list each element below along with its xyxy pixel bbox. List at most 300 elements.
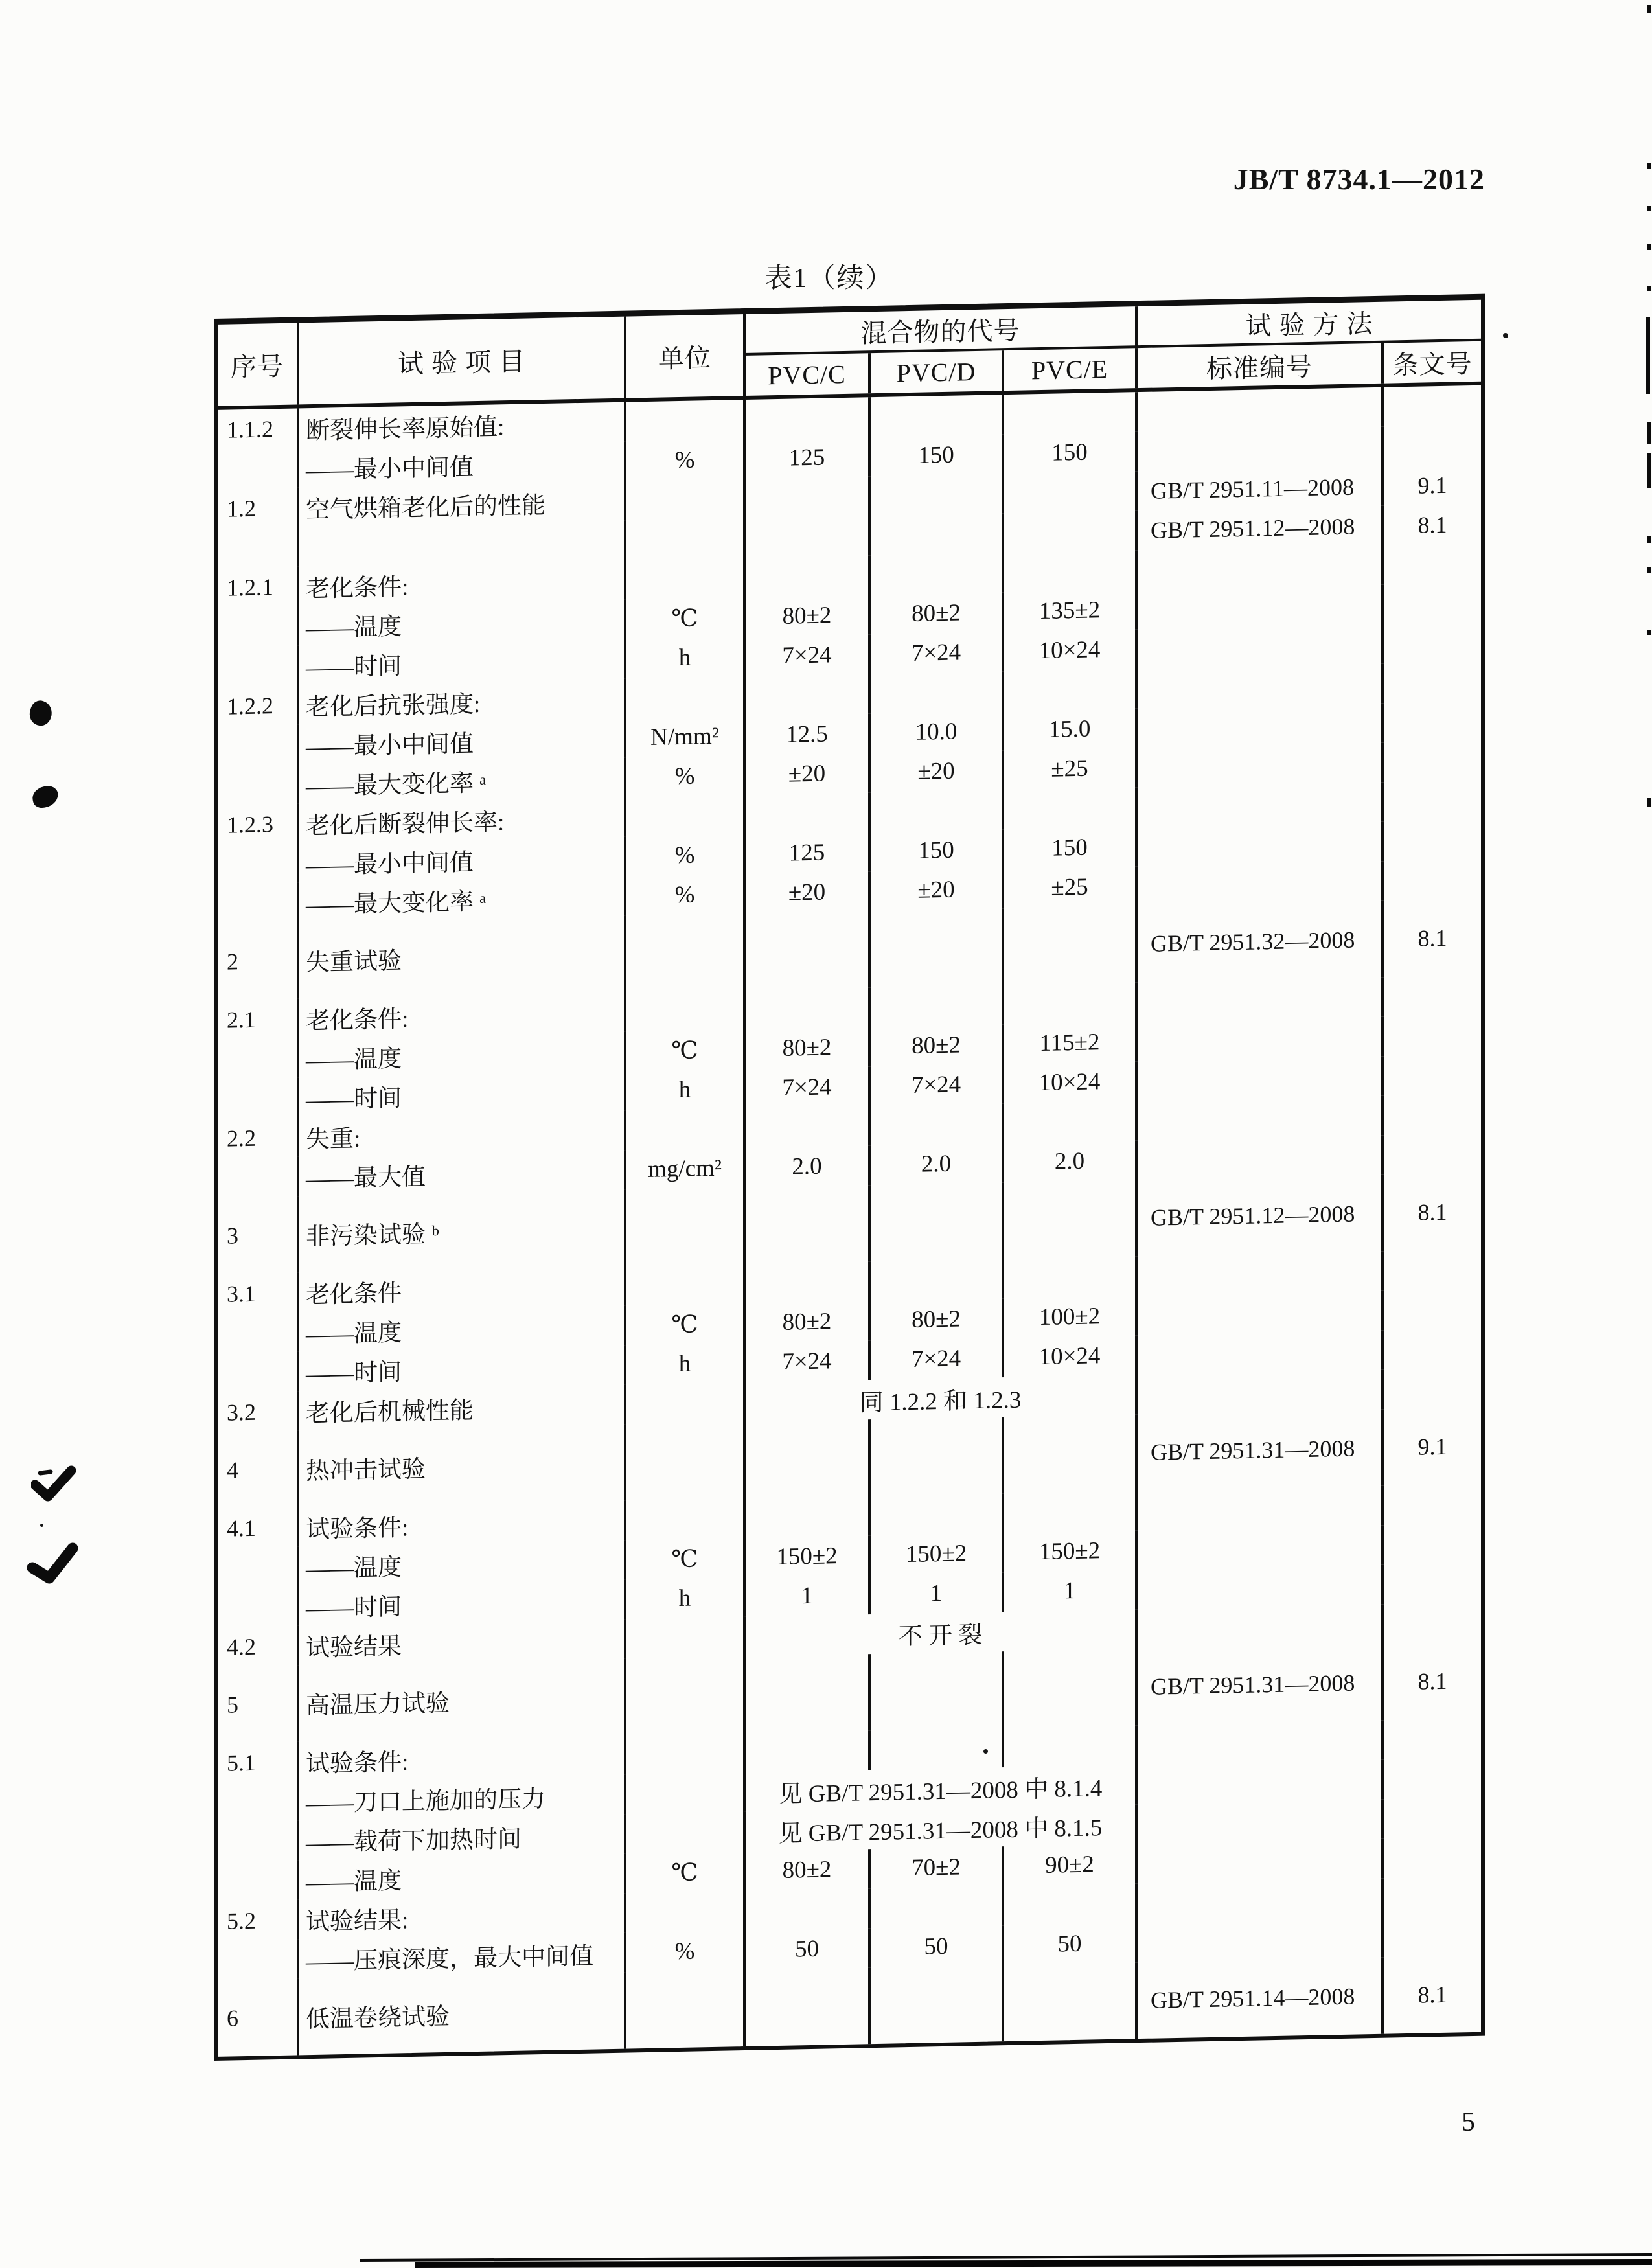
cell-clause-number <box>1381 1094 1481 1136</box>
cell-standard-number <box>1135 978 1381 1022</box>
cell-serial-number: 2.1 <box>227 1006 256 1033</box>
cell-serial-number <box>218 448 297 488</box>
cell-pvc-e-value <box>1002 550 1135 592</box>
cell-pvc-d-value <box>868 1259 1002 1301</box>
cell-pvc-e-value <box>1002 1256 1135 1298</box>
cell-pvc-c-value: 50 <box>743 1928 868 1970</box>
cell-merged-value: 不 开 裂 <box>743 1609 1135 1656</box>
cell-clause-number <box>1381 1368 1481 1410</box>
cell-clause-number <box>1381 1837 1481 1879</box>
cell-pvc-d-value: 2.0 <box>868 1143 1002 1185</box>
cell-pvc-c-value: 2.0 <box>743 1145 868 1187</box>
cell-serial-number <box>218 1546 297 1587</box>
header-col-pvc-d: PVC/D <box>868 350 1002 393</box>
document-number: JB/T 8734.1—2012 <box>1233 163 1485 196</box>
cell-standard-number <box>1135 783 1381 827</box>
cell-clause-number <box>1381 1250 1481 1291</box>
cell-pvc-c-value <box>743 1261 868 1303</box>
cell-test-item: ——时间 <box>297 1071 624 1117</box>
cell-unit: h <box>624 637 743 679</box>
cell-pvc-e-value: 50 <box>1002 1923 1135 1965</box>
cell-test-item: 老化后断裂伸长率: <box>297 797 624 843</box>
header-group-test-method: 试 验 方 法 <box>1135 300 1481 348</box>
cell-merged-value: 见 GB/T 2951.31—2008 中 8.1.5 <box>743 1804 1135 1851</box>
cell-pvc-c-value <box>743 911 868 990</box>
cell-pvc-d-value: 80±2 <box>868 1024 1002 1066</box>
cell-unit <box>624 1733 743 1775</box>
cell-standard-number: GB/T 2951.11—2008 <box>1135 466 1381 510</box>
cell-clause-number <box>1381 1484 1481 1526</box>
cell-pvc-d-value: 7×24 <box>868 632 1002 674</box>
cell-pvc-e-value: ±25 <box>1002 866 1135 908</box>
header-col-pvc-c: PVC/C <box>743 353 868 396</box>
cell-serial-number: 1.2.1 <box>227 573 273 601</box>
cell-standard-number <box>1135 1605 1381 1649</box>
cell-unit: ℃ <box>624 1303 743 1346</box>
cell-clause-number: 8.1 <box>1381 1173 1481 1252</box>
cell-clause-number: 9.1 <box>1381 464 1481 506</box>
cell-serial-number: 1.1.2 <box>227 415 273 443</box>
scan-edge-speck <box>1647 798 1651 807</box>
cell-serial-number: 2.2 <box>227 1125 256 1152</box>
scan-edge-speck <box>1647 206 1651 211</box>
cell-test-item: ——最小中间值 <box>297 837 624 883</box>
cell-pvc-c-value: 80±2 <box>743 1027 868 1069</box>
cell-standard-number <box>1135 1136 1381 1180</box>
cell-pvc-c-value: 80±2 <box>743 595 868 637</box>
cell-serial-number: 5 <box>227 1691 238 1718</box>
cell-test-item: ——温度 <box>297 1854 624 1900</box>
cell-pvc-e-value: 15.0 <box>1002 708 1135 750</box>
cell-clause-number <box>1381 544 1481 585</box>
cell-unit <box>624 1187 743 1266</box>
cell-pvc-d-value <box>868 1965 1002 2044</box>
cell-serial-number <box>218 1860 297 1901</box>
cell-serial-number <box>218 1781 297 1822</box>
cell-pvc-d-value <box>868 1182 1002 1261</box>
ink-check-mark-shape <box>31 1463 80 1503</box>
cell-test-item: 老化条件: <box>297 992 624 1038</box>
cell-pvc-d-value: 150±2 <box>868 1533 1002 1575</box>
cell-pvc-d-value: 150 <box>868 434 1002 476</box>
cell-serial-number <box>218 1156 297 1197</box>
cell-clause-number <box>1381 1916 1481 1958</box>
cell-pvc-e-value: 150 <box>1002 827 1135 869</box>
cell-test-item: ——最大值 <box>297 1151 624 1197</box>
cell-serial-number <box>218 843 297 884</box>
cell-pvc-d-value <box>868 474 1002 516</box>
cell-unit <box>624 795 743 837</box>
header-col-standard-number: 标准编号 <box>1135 343 1381 388</box>
cell-clause-number <box>1381 781 1481 822</box>
cell-standard-number <box>1135 1331 1381 1375</box>
cell-test-item: 试验条件: <box>297 1735 624 1781</box>
cell-serial-number: 3.2 <box>227 1399 256 1426</box>
cell-standard-number <box>1135 1918 1381 1962</box>
cell-pvc-e-value <box>1002 1414 1135 1493</box>
cell-pvc-d-value <box>868 1493 1002 1535</box>
cell-clause-number <box>1381 425 1481 466</box>
cell-standard-number <box>1135 1879 1381 1923</box>
cell-standard-number <box>1135 624 1381 669</box>
cell-pvc-e-value: 10×24 <box>1002 1335 1135 1377</box>
cell-pvc-e-value <box>1002 510 1135 553</box>
cell-pvc-e-value <box>1002 1101 1135 1143</box>
cell-pvc-c-value <box>743 476 868 518</box>
scan-edge-speck <box>1647 536 1651 543</box>
cell-standard-number: GB/T 2951.14—2008 <box>1135 1958 1381 2039</box>
cell-serial-number: 3.1 <box>227 1280 256 1307</box>
cell-pvc-d-value: 1 <box>868 1572 1002 1614</box>
cell-unit: N/mm² <box>624 716 743 758</box>
cell-pvc-c-value: ±20 <box>743 871 868 913</box>
cell-clause-number <box>1381 1055 1481 1096</box>
cell-unit: ℃ <box>624 1029 743 1071</box>
cell-unit: mg/cm² <box>624 1148 743 1190</box>
cell-pvc-d-value <box>868 671 1002 713</box>
scan-speck <box>1503 333 1508 338</box>
cell-serial-number: 5.2 <box>227 1907 256 1934</box>
cell-clause-number <box>1381 385 1481 427</box>
cell-pvc-c-value: 12.5 <box>743 713 868 755</box>
cell-unit <box>624 558 743 600</box>
cell-clause-number <box>1381 662 1481 704</box>
cell-clause-number: 8.1 <box>1381 504 1481 545</box>
table-title: 表1（续） <box>764 264 894 293</box>
cell-unit: % <box>624 1930 743 1973</box>
cell-pvc-d-value <box>868 1651 1002 1730</box>
ink-check-mark <box>31 1463 80 1503</box>
scan-edge-speck <box>1647 244 1651 250</box>
scan-edge-speck <box>1647 5 1651 13</box>
cell-test-item: ——最大变化率 ᵃ <box>297 758 624 804</box>
cell-pvc-e-value: ±25 <box>1002 748 1135 790</box>
cell-merged-value: 同 1.2.2 和 1.2.3 <box>743 1375 1135 1422</box>
ink-check-mark-shape <box>27 1542 83 1585</box>
cell-unit <box>624 1772 743 1815</box>
cell-pvc-e-value <box>1002 392 1135 434</box>
cell-pvc-e-value: 135±2 <box>1002 590 1135 632</box>
scan-edge-speck <box>1647 567 1651 573</box>
scan-edge-speck <box>1647 163 1651 169</box>
cell-pvc-e-value: 2.0 <box>1002 1140 1135 1182</box>
cell-serial-number: 1.2 <box>227 495 256 522</box>
cell-pvc-c-value <box>743 397 868 439</box>
cell-pvc-e-value <box>1002 669 1135 711</box>
cell-pvc-e-value <box>1002 982 1135 1024</box>
cell-unit <box>624 1108 743 1151</box>
cell-clause-number <box>1381 741 1481 783</box>
cell-unit <box>624 479 743 521</box>
cell-serial-number: 1.2.2 <box>227 692 273 720</box>
cell-clause-number <box>1381 1603 1481 1644</box>
cell-pvc-c-value: 125 <box>743 437 868 479</box>
cell-standard-number <box>1135 585 1381 629</box>
cell-pvc-e-value: 100±2 <box>1002 1296 1135 1338</box>
cell-clause-number <box>1381 1563 1481 1605</box>
cell-standard-number <box>1135 545 1381 590</box>
cell-unit <box>624 1498 743 1541</box>
scan-edge-speck <box>1647 630 1651 635</box>
cell-standard-number <box>1135 1565 1381 1609</box>
cell-pvc-c-value <box>743 792 868 834</box>
scan-edge-speck <box>1647 286 1651 291</box>
cell-test-item: ——载荷下加热时间 <box>297 1815 624 1861</box>
cell-test-item: ——温度 <box>297 1306 624 1352</box>
header-col-clause-number: 条文号 <box>1381 341 1481 384</box>
cell-standard-number <box>1135 1252 1381 1296</box>
cell-unit <box>624 676 743 718</box>
cell-pvc-d-value <box>868 553 1002 595</box>
cell-test-item: 老化条件 <box>297 1266 624 1312</box>
cell-pvc-d-value: 150 <box>868 829 1002 871</box>
cell-serial-number: 4 <box>227 1457 238 1483</box>
cell-unit <box>624 1422 743 1501</box>
cell-pvc-e-value <box>1002 1649 1135 1728</box>
cell-standard-number <box>1135 1721 1381 1765</box>
cell-clause-number <box>1381 820 1481 862</box>
cell-test-item: 高温压力试验 <box>297 1659 624 1742</box>
cell-pvc-c-value: 80±2 <box>743 1301 868 1343</box>
cell-pvc-e-value: 150±2 <box>1002 1530 1135 1572</box>
cell-standard-number: GB/T 2951.31—2008 <box>1135 1644 1381 1725</box>
cell-standard-number <box>1135 1291 1381 1335</box>
cell-unit <box>624 400 743 442</box>
cell-test-item: ——时间 <box>297 639 624 685</box>
cell-serial-number <box>218 724 297 765</box>
cell-pvc-c-value <box>743 1888 868 1930</box>
table-body <box>218 385 1481 2057</box>
cell-serial-number <box>218 606 297 647</box>
cell-unit: ℃ <box>624 1851 743 1894</box>
cell-unit: ℃ <box>624 597 743 639</box>
cell-pvc-d-value: 10.0 <box>868 711 1002 753</box>
cell-serial-number: 3 <box>227 1222 238 1249</box>
cell-test-item: 老化条件: <box>297 560 624 606</box>
cell-standard-number <box>1135 1839 1381 1883</box>
cell-test-item: ——温度 <box>297 1541 624 1586</box>
cell-clause-number: 8.1 <box>1381 1956 1481 2034</box>
cell-test-item: 失重试验 <box>297 916 624 999</box>
cell-pvc-e-value <box>1002 906 1135 985</box>
cell-pvc-c-value: 150±2 <box>743 1535 868 1577</box>
cell-unit <box>624 913 743 992</box>
cell-standard-number <box>1135 743 1381 787</box>
scan-speck <box>40 1524 43 1527</box>
cell-pvc-c-value: 7×24 <box>743 634 868 676</box>
cell-standard-number <box>1135 704 1381 748</box>
cell-unit <box>624 1812 743 1854</box>
cell-unit <box>624 1382 743 1425</box>
cell-merged-value: 见 GB/T 2951.31—2008 中 8.1.4 <box>743 1765 1135 1812</box>
cell-pvc-c-value: 125 <box>743 832 868 874</box>
cell-pvc-e-value <box>1002 787 1135 829</box>
cell-pvc-c-value <box>743 1496 868 1538</box>
cell-pvc-c-value <box>743 555 868 597</box>
cell-standard-number <box>1135 1096 1381 1140</box>
scan-edge-speck <box>1647 422 1651 444</box>
cell-unit: % <box>624 874 743 916</box>
cell-pvc-d-value: 7×24 <box>868 1338 1002 1380</box>
cell-pvc-c-value <box>743 987 868 1029</box>
cell-unit <box>624 990 743 1032</box>
cell-standard-number <box>1135 1017 1381 1061</box>
cell-pvc-d-value: 80±2 <box>868 1298 1002 1340</box>
cell-standard-number <box>1135 822 1381 866</box>
cell-pvc-d-value <box>868 908 1002 987</box>
cell-pvc-c-value <box>743 1967 868 2046</box>
cell-serial-number <box>218 1312 297 1353</box>
cell-standard-number <box>1135 1370 1381 1414</box>
cell-unit <box>624 1970 743 2049</box>
cell-pvc-e-value <box>1002 1725 1135 1767</box>
cell-test-item: 试验结果 <box>297 1620 624 1666</box>
header-col-item: 试 验 项 目 <box>297 317 624 405</box>
cell-pvc-d-value: ±20 <box>868 750 1002 792</box>
header-col-pvc-e: PVC/E <box>1002 348 1135 391</box>
cell-pvc-c-value: 7×24 <box>743 1340 868 1382</box>
cell-clause-number <box>1381 1289 1481 1331</box>
cell-standard-number: GB/T 2951.32—2008 <box>1135 901 1381 982</box>
ink-blot <box>30 784 60 810</box>
cell-unit <box>624 518 743 560</box>
cell-serial-number <box>218 882 297 923</box>
cell-pvc-c-value <box>743 1106 868 1148</box>
cell-pvc-d-value <box>868 1103 1002 1145</box>
cell-pvc-e-value <box>1002 1491 1135 1533</box>
cell-unit <box>624 1656 743 1735</box>
cell-test-item: ——温度 <box>297 1032 624 1078</box>
cell-serial-number <box>218 764 297 805</box>
scan-speck <box>983 1749 988 1754</box>
cell-test-item <box>297 521 624 567</box>
cell-unit: h <box>624 1069 743 1111</box>
cell-test-item: 断裂伸长率原始值: <box>297 402 624 448</box>
cell-pvc-d-value <box>868 1417 1002 1496</box>
cell-test-item: ——最小中间值 <box>297 718 624 764</box>
cell-pvc-e-value: 115±2 <box>1002 1022 1135 1064</box>
cell-serial-number: 4.1 <box>227 1515 256 1542</box>
cell-pvc-d-value: 50 <box>868 1925 1002 1967</box>
cell-standard-number <box>1135 1800 1381 1844</box>
cell-pvc-e-value: 1 <box>1002 1570 1135 1612</box>
cell-pvc-c-value <box>743 1185 868 1264</box>
cell-serial-number <box>218 1820 297 1861</box>
cell-pvc-d-value <box>868 513 1002 555</box>
cell-pvc-e-value <box>1002 1883 1135 1925</box>
cell-pvc-d-value <box>868 1886 1002 1928</box>
cell-serial-number <box>218 1038 297 1079</box>
cell-serial-number <box>218 645 297 686</box>
cell-pvc-c-value: 80±2 <box>743 1849 868 1891</box>
cell-clause-number: 9.1 <box>1381 1408 1481 1486</box>
cell-serial-number: 4.2 <box>227 1633 256 1660</box>
cell-standard-number: GB/T 2951.31—2008 <box>1135 1410 1381 1491</box>
cell-clause-number: 8.1 <box>1381 1642 1481 1721</box>
header-col-no: 序号 <box>231 351 284 382</box>
cell-clause-number <box>1381 583 1481 624</box>
cell-pvc-c-value: 7×24 <box>743 1066 868 1108</box>
cell-serial-number <box>218 1939 297 1980</box>
cell-test-item: 试验条件: <box>297 1501 624 1547</box>
cell-pvc-d-value <box>868 985 1002 1027</box>
header-col-unit: 单位 <box>624 314 743 398</box>
cell-standard-number <box>1135 387 1381 431</box>
cell-test-item: 低温卷绕试验 <box>297 1973 624 2056</box>
cell-pvc-e-value <box>1002 471 1135 513</box>
cell-pvc-d-value: 7×24 <box>868 1064 1002 1106</box>
cell-clause-number <box>1381 1719 1481 1760</box>
cell-pvc-c-value: 1 <box>743 1575 868 1617</box>
cell-clause-number <box>1381 1134 1481 1175</box>
cell-pvc-e-value: 10×24 <box>1002 629 1135 671</box>
cell-test-item: 失重: <box>297 1111 624 1157</box>
cell-unit <box>624 1891 743 1933</box>
cell-unit <box>624 1617 743 1659</box>
cell-test-item: 试验结果: <box>297 1894 624 1940</box>
cell-standard-number <box>1135 664 1381 708</box>
cell-standard-number <box>1135 1486 1381 1530</box>
cell-clause-number <box>1381 976 1481 1017</box>
cell-clause-number <box>1381 1798 1481 1839</box>
cell-serial-number: 1.2.3 <box>227 810 273 838</box>
cell-clause-number <box>1381 1524 1481 1565</box>
cell-clause-number <box>1381 1877 1481 1918</box>
cell-unit: h <box>624 1343 743 1385</box>
cell-standard-number <box>1135 862 1381 906</box>
cell-clause-number <box>1381 1329 1481 1370</box>
cell-pvc-c-value <box>743 674 868 716</box>
cell-test-item: 老化后抗张强度: <box>297 679 624 725</box>
cell-unit <box>624 1264 743 1306</box>
cell-test-item: ——压痕深度，最大中间值 <box>297 1933 624 1979</box>
cell-pvc-c-value <box>743 516 868 558</box>
standard-table <box>214 294 1485 2061</box>
ink-check-mark <box>27 1542 83 1585</box>
cell-standard-number: GB/T 2951.12—2008 <box>1135 506 1381 550</box>
cell-serial-number <box>218 1077 297 1118</box>
scan-edge-bar <box>1646 317 1650 394</box>
cell-pvc-c-value: ±20 <box>743 753 868 795</box>
cell-pvc-e-value: 150 <box>1002 431 1135 474</box>
cell-pvc-e-value: 10×24 <box>1002 1061 1135 1103</box>
cell-pvc-d-value <box>868 1728 1002 1770</box>
cell-pvc-e-value: 90±2 <box>1002 1844 1135 1886</box>
cell-standard-number <box>1135 1760 1381 1804</box>
cell-standard-number: GB/T 2951.12—2008 <box>1135 1175 1381 1256</box>
cell-unit: h <box>624 1577 743 1620</box>
cell-unit: ℃ <box>624 1538 743 1580</box>
cell-clause-number <box>1381 702 1481 743</box>
cell-test-item: 老化后机械性能 <box>297 1385 624 1431</box>
cell-unit: % <box>624 439 743 481</box>
cell-serial-number: 5.1 <box>227 1749 256 1776</box>
cell-pvc-c-value <box>743 1654 868 1733</box>
cell-clause-number <box>1381 1015 1481 1057</box>
cell-test-item: 非污染试验 ᵇ <box>297 1190 624 1273</box>
cell-serial-number: 2 <box>227 948 238 975</box>
cell-test-item: 热冲击试验 <box>297 1425 624 1507</box>
cell-pvc-e-value <box>1002 1962 1135 2041</box>
cell-clause-number <box>1381 1758 1481 1800</box>
cell-serial-number: 6 <box>227 2005 238 2032</box>
cell-test-item: ——时间 <box>297 1346 624 1392</box>
cell-standard-number <box>1135 427 1381 471</box>
cell-test-item: ——最小中间值 <box>297 442 624 488</box>
cell-serial-number <box>218 527 297 567</box>
cell-pvc-d-value: 70±2 <box>868 1846 1002 1888</box>
cell-unit: % <box>624 755 743 797</box>
